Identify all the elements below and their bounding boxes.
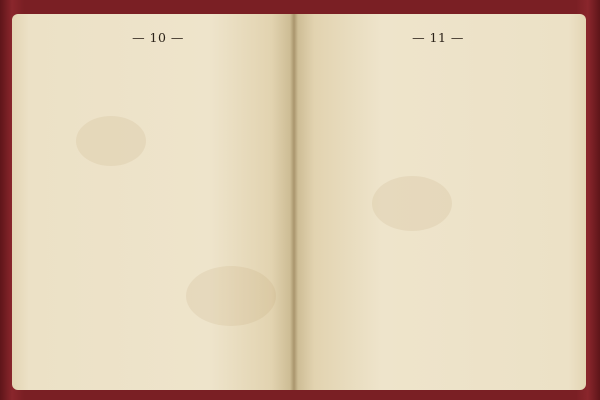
right-text-line [312, 189, 564, 205]
right-text-line [312, 341, 564, 357]
left-text-line [36, 303, 280, 319]
left-text-line [36, 151, 280, 167]
left-text-line [36, 208, 280, 224]
right-text-line [312, 246, 564, 262]
right-text-line [312, 151, 564, 167]
left-page-text [36, 56, 280, 386]
left-page [12, 14, 294, 390]
right-text-line [312, 94, 564, 110]
page-number-left: — 10 — [132, 30, 184, 45]
left-text-line [36, 265, 280, 281]
left-text-line [36, 113, 280, 129]
left-text-line [36, 284, 280, 300]
right-text-line [312, 170, 564, 186]
right-text-line [312, 227, 564, 243]
right-text-line [312, 208, 564, 224]
right-text-line [312, 284, 564, 300]
right-text-line [312, 360, 564, 376]
left-text-line [36, 94, 280, 110]
left-text-line [36, 56, 280, 72]
page-number-right: — 11 — [412, 30, 464, 45]
right-text-line [312, 75, 564, 91]
left-text-line [36, 227, 280, 243]
right-text-line [312, 265, 564, 281]
left-text-line [36, 246, 280, 262]
right-text-line [312, 132, 564, 148]
right-text-line [312, 56, 564, 72]
right-page-text [312, 56, 564, 386]
right-page [294, 14, 586, 390]
right-text-line [312, 113, 564, 129]
left-text-line [36, 170, 280, 186]
left-text-line [36, 189, 280, 205]
right-text-line [312, 303, 564, 319]
right-text-line [312, 322, 564, 338]
left-text-line [36, 360, 280, 376]
left-text-line [36, 75, 280, 91]
left-text-line [36, 132, 280, 148]
left-text-line [36, 341, 280, 357]
left-text-line [36, 322, 280, 338]
